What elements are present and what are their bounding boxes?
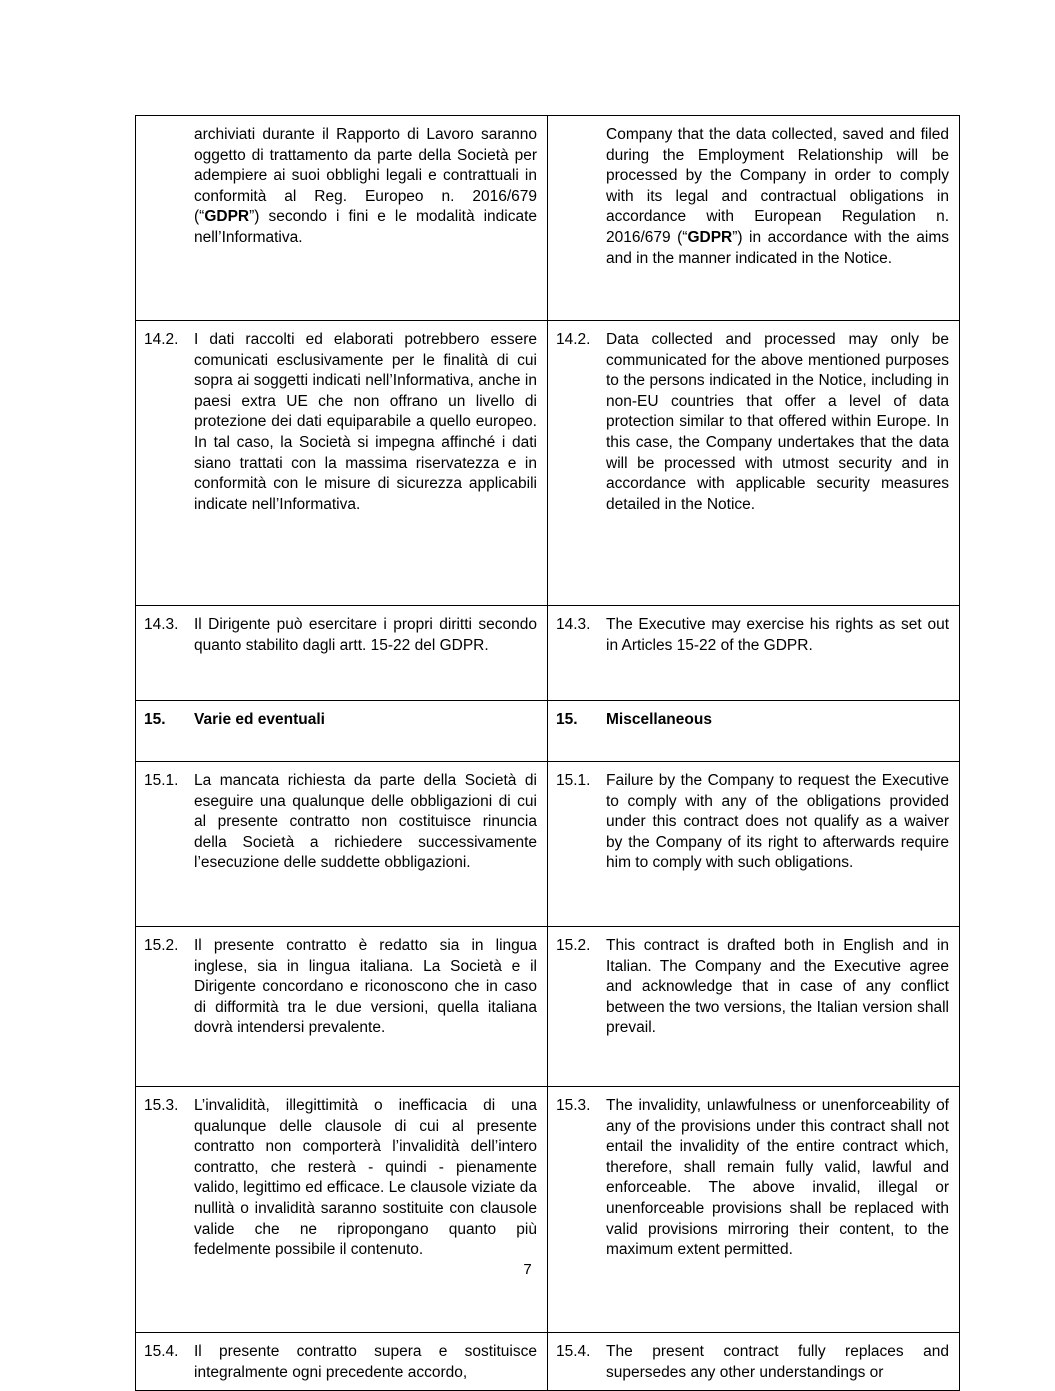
cell-italian: [136, 321, 548, 606]
cell-english: [548, 762, 960, 927]
table-row: [136, 1333, 960, 1391]
clause-text: The Executive may exercise his rights as set out in Articles 15-22 of the GDPR.: [606, 616, 949, 654]
clause-text: Il presente contratto è redatto sia in lingua inglese, sia in lingua italiana. La Società e il Dirigente concordano e riconoscono che in caso di difformità tra le due versioni, quella italiana dovrà intendersi prevalente.: [194, 937, 537, 1037]
clause-text: The present contract fully replaces and supersedes any other understandings or: [606, 1343, 949, 1381]
cell-italian: [136, 1333, 548, 1391]
cell-italian: [136, 1087, 548, 1333]
table-row: [136, 116, 960, 321]
section-title: Miscellaneous: [606, 711, 712, 728]
cell-english: [548, 927, 960, 1087]
clause-number: 15.1.: [556, 772, 591, 789]
clause-number: 14.3.: [144, 616, 179, 633]
section-number: 15.: [144, 711, 166, 728]
clause-number: 14.2.: [556, 331, 591, 348]
clause-number: 15.4.: [144, 1343, 179, 1360]
clause-text: Il Dirigente può esercitare i propri diritti secondo quanto stabilito dagli artt. 15-22 del GDPR.: [194, 616, 537, 654]
clause-number: 15.2.: [144, 937, 179, 954]
cell-english: [548, 321, 960, 606]
cell-english: [548, 1333, 960, 1391]
clause-number: 15.3.: [556, 1097, 591, 1114]
clause-text: I dati raccolti ed elaborati potrebbero essere comunicati esclusivamente per le finalità di cui sopra ai soggetti indicati nell’Informativa, anche in paesi extra UE che non offrano un livello di protezione dei dati equiparabile a quello europeo. In tal caso, la Società si impegna affinché i dati siano trattati con la massima riservatezza e in conformità con le misure di sicurezza applicabili indicate nell’Informativa.: [194, 331, 537, 513]
cell-english: [548, 1087, 960, 1333]
clause-text: archiviati durante il Rapporto di Lavoro saranno oggetto di trattamento da parte della Società per adempiere ai suoi obblighi legali e contrattuali in conformità al Reg. Europeo n. 2016/679 (“GDPR”) secondo i fini e le modalità indicate nell’Informativa.: [194, 126, 537, 246]
table-row: [136, 1087, 960, 1333]
clause-text: Data collected and processed may only be communicated for the above mentioned purposes to the persons indicated in the Notice, including in non-EU countries that offer a level of data protection similar to that offered within Europe. In this case, the Company undertakes that the data will be processed with utmost security and in accordance with applicable security measures detailed in the Notice.: [606, 331, 949, 513]
cell-italian: [136, 701, 548, 762]
cell-italian: [136, 762, 548, 927]
section-title: Varie ed eventuali: [194, 711, 325, 728]
table-row: [136, 321, 960, 606]
clause-text: La mancata richiesta da parte della Società di eseguire una qualunque delle obbligazioni di cui al presente contratto non costituisce rinuncia della Società a richiedere successivamente l’esecuzione delle suddette obbligazioni.: [194, 772, 537, 872]
clause-text: Company that the data collected, saved and filed during the Employment Relationship will be processed by the Company in order to comply with its legal and contractual obligations in accordance with European Regulation n. 2016/679 (“GDPR”) in accordance with the aims and in the manner indicated in the Notice.: [606, 126, 949, 267]
table-row: [136, 606, 960, 701]
cell-english: [548, 606, 960, 701]
section-number: 15.: [556, 711, 578, 728]
page-number: 7: [523, 1261, 532, 1278]
clause-text: L’invalidità, illegittimità o inefficacia di una qualunque delle clausole di cui al presente contratto non comporterà l’invalidità dell’intero contratto, che resterà - quindi - pienamente valido, legittimo ed efficace. Le clausole viziate da nullità o invalidità saranno sostituite con clausole valide che ne ripropongano quanto più fedelmente possibile il contenuto.: [194, 1097, 537, 1259]
clause-number: 15.4.: [556, 1343, 591, 1360]
section-header-row: [136, 701, 960, 762]
clause-text: Failure by the Company to request the Executive to comply with any of the obligations provided under this contract does not qualify as a waiver by the Company of its right to afterwards require him to comply with such obligations.: [606, 772, 949, 872]
table-row: [136, 927, 960, 1087]
clause-text: Il presente contratto supera e sostituisce integralmente ogni precedente accordo,: [194, 1343, 537, 1381]
clause-number: 14.3.: [556, 616, 591, 633]
cell-english: [548, 701, 960, 762]
clause-number: 15.1.: [144, 772, 179, 789]
cell-english: [548, 116, 960, 321]
clause-number: 15.2.: [556, 937, 591, 954]
clause-text: The invalidity, unlawfulness or unenforceability of any of the provisions under this contract shall not entail the invalidity of the entire contract which, therefore, shall remain fully valid, lawful and enforceable. The above invalid, illegal or unenforceable provisions shall be replaced with valid provisions mirroring their content, to the maximum extent permitted.: [606, 1097, 949, 1259]
clause-text: This contract is drafted both in English and in Italian. The Company and the Executive agree and acknowledge that in case of any conflict between the two versions, the Italian version shall prevail.: [606, 937, 949, 1037]
contract-table: [135, 115, 960, 1391]
cell-italian: [136, 927, 548, 1087]
cell-italian: [136, 606, 548, 701]
clause-number: 15.3.: [144, 1097, 179, 1114]
clause-number: 14.2.: [144, 331, 179, 348]
table-row: [136, 762, 960, 927]
cell-italian: [136, 116, 548, 321]
